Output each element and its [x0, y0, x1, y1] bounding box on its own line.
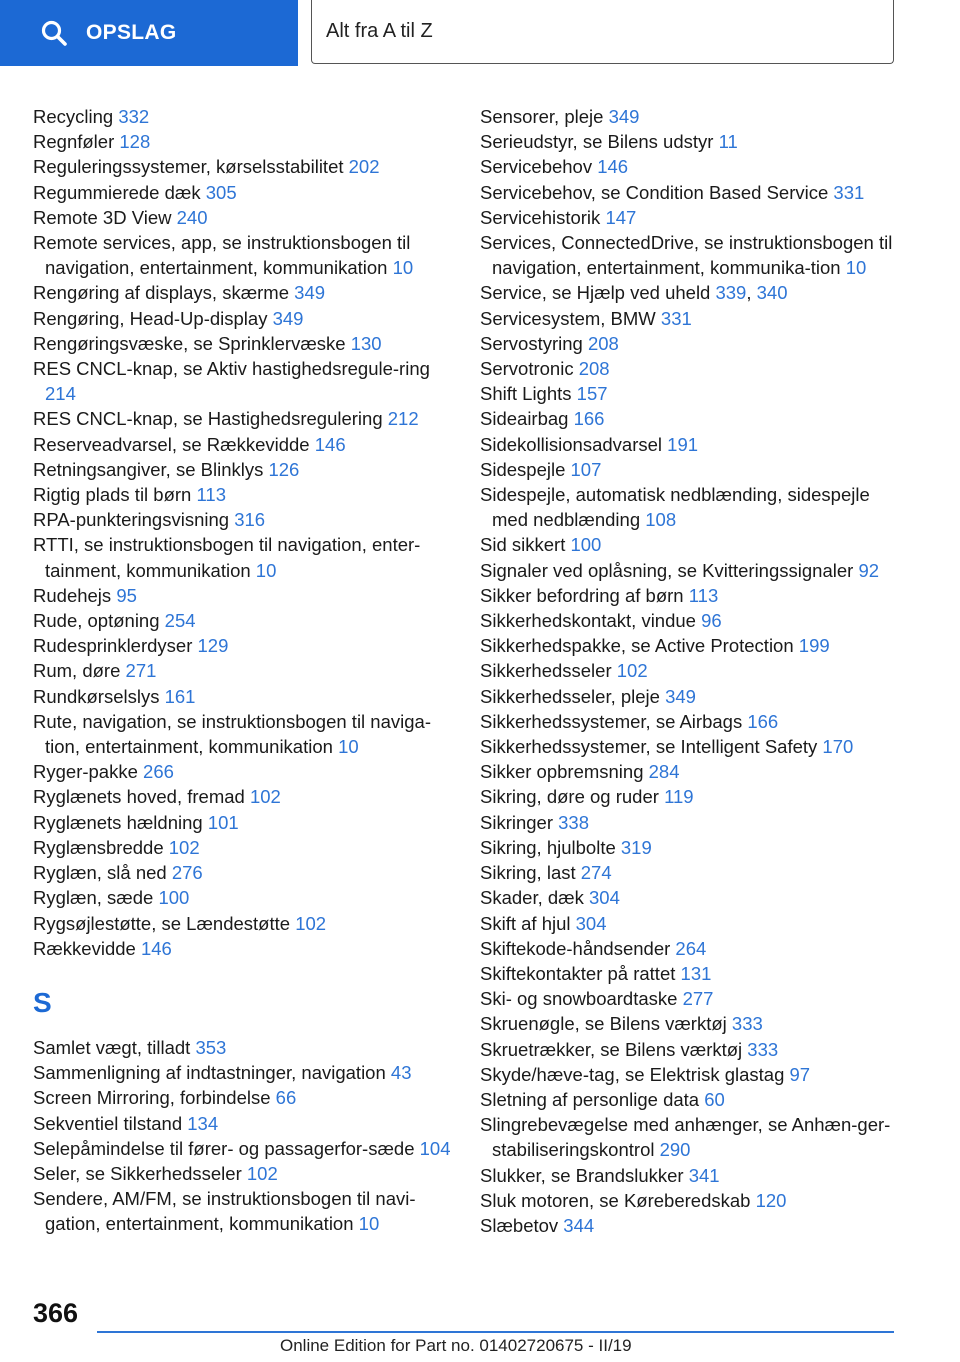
- page-number: 366: [33, 1298, 79, 1328]
- index-entry: [480, 961, 900, 986]
- index-entry: [33, 507, 463, 532]
- entry-text: Ryglænets hældning: [33, 811, 203, 833]
- page-link[interactable]: 264: [675, 937, 707, 959]
- page-link[interactable]: 290: [659, 1139, 691, 1161]
- index-entry: [33, 1035, 463, 1060]
- entry-text: Sluk motoren, se Køreberedskab: [480, 1189, 751, 1211]
- page-link[interactable]: 319: [620, 836, 652, 858]
- opslag-tab[interactable]: [0, 0, 298, 66]
- entry-text: Reguleringssystemer, kørselsstabilitet: [33, 156, 344, 178]
- index-entry: Service, se Hjælp ved uheld 339, 340: [480, 282, 788, 304]
- page-link[interactable]: 333: [731, 1013, 763, 1035]
- entry-text: Signaler ved oplåsning, se Kvitteringssignaler: [480, 559, 854, 581]
- page-link[interactable]: 102: [249, 786, 281, 808]
- index-entry: [480, 1062, 900, 1087]
- entry-text: Rude, optøning: [33, 610, 160, 632]
- index-entry: [33, 810, 463, 835]
- page-link[interactable]: 130: [350, 332, 382, 354]
- page-link[interactable]: 11: [718, 131, 738, 153]
- entry-text: Servostyring: [480, 332, 583, 354]
- entry-text: Serieudstyr, se Bilens udstyr: [480, 131, 714, 153]
- entry-text: Ryger-pakke: [33, 761, 138, 783]
- index-entry: [480, 406, 900, 431]
- page-link[interactable]: 274: [580, 862, 612, 884]
- index-entry: [33, 885, 463, 910]
- index-entry: [33, 608, 463, 633]
- index-entry: [33, 154, 463, 179]
- index-entry: [480, 608, 900, 633]
- entry-text: Sikring, last: [480, 862, 576, 884]
- index-list-r: [33, 104, 463, 961]
- page-link[interactable]: 349: [272, 307, 304, 329]
- entry-text: Selepåmindelse til fører- og passagerfor-sæde: [33, 1137, 415, 1159]
- page-link[interactable]: 102: [246, 1162, 278, 1184]
- page-link[interactable]: 202: [348, 156, 380, 178]
- index-entry: [480, 180, 900, 205]
- page-link[interactable]: 166: [747, 710, 779, 732]
- entry-text: Sekventiel tilstand: [33, 1112, 183, 1134]
- entry-text: Rudesprinklerdyser: [33, 635, 193, 657]
- page-link[interactable]: 212: [387, 408, 419, 430]
- page-link[interactable]: 10: [358, 1213, 380, 1235]
- entry-text: Rengøring, Head-Up-display: [33, 307, 268, 329]
- page-link[interactable]: 100: [570, 534, 602, 556]
- entry-text: Reserveadvarsel, se Rækkevidde: [33, 433, 310, 455]
- page-link[interactable]: 120: [755, 1189, 787, 1211]
- page-link[interactable]: 199: [798, 635, 830, 657]
- entry-text: Servicebehov: [480, 156, 593, 178]
- index-entry: [480, 205, 900, 230]
- entry-text: Sidespejle, automatisk nedblænding, sidespejle med nedblænding: [480, 484, 870, 531]
- page-link[interactable]: 349: [608, 106, 640, 127]
- entry-text: Ryglæn, slå ned: [33, 862, 167, 884]
- entry-text: Rute, navigation, se instruktionsbogen til naviga-tion, entertainment, kommunikation: [33, 710, 431, 758]
- entry-text: Skruetrækker, se Bilens værktøj: [480, 1038, 743, 1060]
- entry-text: Seler, se Sikkerhedsseler: [33, 1162, 242, 1184]
- entry-text: RPA-punkteringsvisning: [33, 509, 230, 531]
- page-link[interactable]: 338: [558, 811, 590, 833]
- page-link[interactable]: 129: [197, 635, 229, 657]
- entry-text: Skiftekode-håndsender: [480, 937, 671, 959]
- entry-text: Rum, døre: [33, 660, 121, 682]
- page-link[interactable]: 191: [667, 433, 699, 455]
- page-link[interactable]: 147: [605, 206, 637, 228]
- entry-text: Sikker opbremsning: [480, 761, 644, 783]
- index-entry: [33, 1136, 463, 1161]
- entry-text: Skader, dæk: [480, 887, 584, 909]
- entry-text: Ski- og snowboardtaske: [480, 988, 678, 1010]
- index-entry: [480, 936, 900, 961]
- entry-text: Skruenøgle, se Bilens værktøj: [480, 1013, 727, 1035]
- entry-text: Recycling: [33, 106, 114, 127]
- page-link[interactable]: 208: [587, 332, 619, 354]
- edition-text: Online Edition for Part no. 01402720675 - II/19: [280, 1336, 632, 1355]
- entry-text: Servicesystem, BMW: [480, 307, 656, 329]
- index-entry: [33, 482, 463, 507]
- entry-text: Sid sikkert: [480, 534, 566, 556]
- index-entry: [480, 1112, 900, 1162]
- page-link[interactable]: 92: [858, 559, 880, 581]
- top-bar: [0, 0, 960, 66]
- entry-text: Shift Lights: [480, 383, 572, 405]
- entry-text: Slukker, se Brandslukker: [480, 1164, 684, 1186]
- index-entry: [33, 129, 463, 154]
- index-entry: [480, 885, 900, 910]
- index-entry: [33, 1161, 463, 1186]
- entry-text: Sideairbag: [480, 408, 569, 430]
- page-link[interactable]: 10: [255, 559, 277, 581]
- section-title: Alt fra A til Z: [311, 0, 894, 64]
- page-link[interactable]: 146: [140, 937, 172, 959]
- index-entry: [480, 432, 900, 457]
- entry-text: Slæbetov: [480, 1214, 559, 1236]
- page-link[interactable]: 96: [701, 610, 722, 632]
- entry-text: Sikkerhedssystemer, se Intelligent Safety: [480, 736, 818, 758]
- entry-text: Rigtig plads til børn: [33, 484, 192, 506]
- index-entry: [480, 860, 900, 885]
- index-entry: [33, 104, 463, 129]
- index-entry: [480, 381, 900, 406]
- index-entry: [33, 936, 463, 961]
- index-entry: [33, 532, 463, 582]
- entry-text: Rengøring af displays, skærme: [33, 282, 290, 304]
- index-entry: [480, 457, 900, 482]
- page-link[interactable]: 332: [118, 106, 150, 127]
- entry-text: Sikkerhedsseler, pleje: [480, 685, 660, 707]
- search-icon: [40, 19, 68, 47]
- index-entry: [480, 1037, 900, 1062]
- entry-text: Sikkerhedskontakt, vindue: [480, 610, 696, 632]
- page-link[interactable]: 102: [295, 912, 327, 934]
- entry-text: Skift af hjul: [480, 912, 571, 934]
- index-column-left: [33, 104, 463, 1237]
- index-entry: [480, 129, 900, 154]
- index-entry: [33, 331, 463, 356]
- index-entry: [33, 911, 463, 936]
- entry-text: Sikkerhedsseler: [480, 660, 612, 682]
- page-link[interactable]: 107: [570, 458, 602, 480]
- page-link[interactable]: 240: [176, 206, 208, 228]
- entry-text: Sammenligning af indtastninger, navigation: [33, 1062, 386, 1084]
- index-entry: [480, 532, 900, 557]
- page-link[interactable]: 161: [164, 685, 196, 707]
- index-entry: [33, 457, 463, 482]
- index-entry: [33, 230, 463, 280]
- page-link[interactable]: 277: [682, 988, 714, 1010]
- page-link[interactable]: 331: [660, 307, 692, 329]
- entry-text: Sidespejle: [480, 458, 566, 480]
- entry-text: Sidekollisionsadvarsel: [480, 433, 663, 455]
- entry-text: Ryglænsbredde: [33, 836, 164, 858]
- entry-text: Sikring, hjulbolte: [480, 836, 616, 858]
- entry-text: Service, se Hjælp ved uheld: [480, 282, 711, 304]
- entry-text: Remote services, app, se instruktionsbogen til navigation, entertainment, kommunikation: [33, 232, 411, 279]
- index-entry: [480, 734, 900, 759]
- entry-text: Sendere, AM/FM, se instruktionsbogen til navi-gation, entertainment, kommunikation: [33, 1188, 416, 1235]
- index-entry: [33, 205, 463, 230]
- index-entry: [33, 835, 463, 860]
- entry-text: Remote 3D View: [33, 206, 172, 228]
- page-link[interactable]: 353: [195, 1036, 227, 1058]
- entry-text: Services, ConnectedDrive, se instruktionsbogen til navigation, entertainment, kommunika-tion: [480, 232, 893, 279]
- entry-text: Skyde/hæve-tag, se Elektrisk glastag: [480, 1063, 785, 1085]
- index-entry: [480, 633, 900, 658]
- page-link[interactable]: 60: [704, 1088, 725, 1110]
- index-entry: [480, 331, 900, 356]
- entry-text: Screen Mirroring, forbindelse: [33, 1087, 271, 1109]
- entry-text: Skiftekontakter på rattet: [480, 962, 676, 984]
- index-entry: [480, 230, 900, 280]
- index-entry: [480, 1213, 900, 1238]
- index-entry: [33, 406, 463, 431]
- page-link[interactable]: 331: [833, 181, 865, 203]
- page-link[interactable]: 119: [664, 786, 694, 808]
- page-link[interactable]: 102: [168, 836, 200, 858]
- index-entry: [480, 154, 900, 179]
- page-link[interactable]: 113: [196, 484, 226, 506]
- index-entry: [33, 1186, 463, 1236]
- page-link[interactable]: 305: [205, 181, 237, 203]
- entry-text: Sensorer, pleje: [480, 106, 604, 127]
- page-link[interactable]: 271: [125, 660, 157, 682]
- index-entry: [480, 810, 900, 835]
- page-link[interactable]: 344: [563, 1214, 595, 1236]
- page-link[interactable]: 166: [573, 408, 605, 430]
- index-entry: [480, 1011, 900, 1036]
- page-link[interactable]: 134: [187, 1112, 219, 1134]
- page-link[interactable]: 10: [392, 257, 414, 279]
- index-entry: [480, 306, 900, 331]
- page-link[interactable]: 333: [747, 1038, 779, 1060]
- page-link[interactable]: 100: [158, 887, 190, 909]
- index-entry: [480, 482, 900, 532]
- page-link[interactable]: 304: [589, 887, 620, 909]
- index-entry: [480, 356, 900, 381]
- entry-text: Sikker befordring af børn: [480, 584, 684, 606]
- index-entry: [33, 658, 463, 683]
- page-link[interactable]: 10: [845, 257, 867, 279]
- index-entry: [33, 280, 463, 305]
- entry-text: Rundkørselslys: [33, 685, 160, 707]
- index-entry: [33, 432, 463, 457]
- page-link[interactable]: 131: [680, 962, 712, 984]
- index-entry: [33, 356, 463, 406]
- index-entry: [480, 709, 900, 734]
- index-entry: [33, 306, 463, 331]
- entry-text: Rækkevidde: [33, 937, 136, 959]
- entry-text: Rengøringsvæske, se Sprinklervæske: [33, 332, 346, 354]
- page-link[interactable]: 316: [234, 509, 266, 531]
- entry-text: Slingrebevægelse med anhænger, se Anhæn-ger-stabiliseringskontrol: [480, 1114, 891, 1161]
- index-entry: [33, 709, 463, 759]
- index-entry: [480, 658, 900, 683]
- page-link[interactable]: 66: [275, 1087, 297, 1109]
- page-link[interactable]: 43: [390, 1062, 412, 1084]
- page-link[interactable]: 146: [597, 156, 629, 178]
- page-link[interactable]: 97: [789, 1063, 811, 1085]
- index-entry: [33, 1060, 463, 1085]
- entry-text: RES CNCL-knap, se Aktiv hastighedsregule-ring: [33, 358, 430, 380]
- index-entry: [33, 1085, 463, 1110]
- index-entry: [480, 1087, 900, 1112]
- section-letter-s: S: [33, 986, 52, 1018]
- entry-text: Ryglæn, sæde: [33, 887, 154, 909]
- entry-text: Sikring, døre og ruder: [480, 786, 659, 808]
- page-link[interactable]: 126: [268, 458, 300, 480]
- page-link[interactable]: 349: [665, 685, 696, 707]
- page-link[interactable]: 340: [756, 282, 788, 304]
- page-link[interactable]: 341: [688, 1164, 720, 1186]
- page-link[interactable]: 101: [207, 811, 239, 833]
- index-entry: [480, 986, 900, 1011]
- index-entry: [33, 180, 463, 205]
- page-link[interactable]: 304: [575, 912, 607, 934]
- page-link[interactable]: 214: [45, 383, 76, 405]
- page-link[interactable]: 284: [648, 761, 680, 783]
- index-column-right: [480, 104, 900, 1238]
- index-list-s: [33, 1035, 463, 1237]
- page-link[interactable]: 128: [119, 131, 151, 153]
- entry-text: Regnføler: [33, 131, 115, 153]
- entry-text: Rygsøjlestøtte, se Lændestøtte: [33, 912, 291, 934]
- page-link[interactable]: 113: [688, 584, 719, 606]
- page-link[interactable]: 108: [645, 509, 677, 531]
- index-entry: [480, 1188, 900, 1213]
- entry-text: Samlet vægt, tilladt: [33, 1036, 191, 1058]
- index-entry: [33, 860, 463, 885]
- index-entry: [480, 835, 900, 860]
- index-entry: [33, 684, 463, 709]
- entry-text: RTTI, se instruktionsbogen til navigation, enter-tainment, kommunikation: [33, 534, 421, 581]
- entry-text: Sikkerhedspakke, se Active Protection: [480, 635, 794, 657]
- entry-text: Rudehejs: [33, 584, 112, 606]
- entry-text: Retningsangiver, se Blinklys: [33, 458, 264, 480]
- page-link[interactable]: 10: [338, 736, 359, 758]
- entry-text: Regummierede dæk: [33, 181, 201, 203]
- index-entry: [480, 759, 900, 784]
- page-link[interactable]: 339: [715, 282, 747, 304]
- index-entry: [33, 784, 463, 809]
- index-entry: [480, 558, 900, 583]
- index-entry: [33, 1111, 463, 1136]
- entry-text: Sikringer: [480, 811, 553, 833]
- entry-text: Servicehistorik: [480, 206, 601, 228]
- index-entry: [33, 583, 463, 608]
- entry-text: Ryglænets hoved, fremad: [33, 786, 245, 808]
- entry-text: Sletning af personlige data: [480, 1088, 700, 1110]
- footer-divider: [97, 1331, 894, 1333]
- index-list-s-continued: [480, 104, 900, 1238]
- index-entry: [480, 911, 900, 936]
- page-link[interactable]: 266: [143, 761, 174, 783]
- page-link[interactable]: 104: [419, 1137, 451, 1159]
- index-entry: [480, 784, 900, 809]
- page-link[interactable]: 208: [578, 358, 610, 380]
- page-link[interactable]: 102: [616, 660, 648, 682]
- index-entry: [480, 583, 900, 608]
- page-link[interactable]: 170: [822, 736, 854, 758]
- page-link[interactable]: 95: [116, 584, 137, 606]
- entry-text: Sikkerhedssystemer, se Airbags: [480, 710, 743, 732]
- index-entry: [480, 104, 900, 129]
- tab-label: OPSLAG: [86, 21, 177, 44]
- index-entry: [33, 633, 463, 658]
- page-link[interactable]: 157: [576, 383, 608, 405]
- entry-text: Servicebehov, se Condition Based Service: [480, 181, 829, 203]
- entry-text: RES CNCL-knap, se Hastighedsregulering: [33, 408, 383, 430]
- page-link[interactable]: 254: [164, 610, 196, 632]
- index-entry: [480, 1163, 900, 1188]
- page-link[interactable]: 276: [171, 862, 203, 884]
- entry-text: Servotronic: [480, 358, 574, 380]
- index-entry: [480, 684, 900, 709]
- page-link[interactable]: 349: [294, 282, 326, 304]
- index-entry: [33, 759, 463, 784]
- page-link[interactable]: 146: [314, 433, 346, 455]
